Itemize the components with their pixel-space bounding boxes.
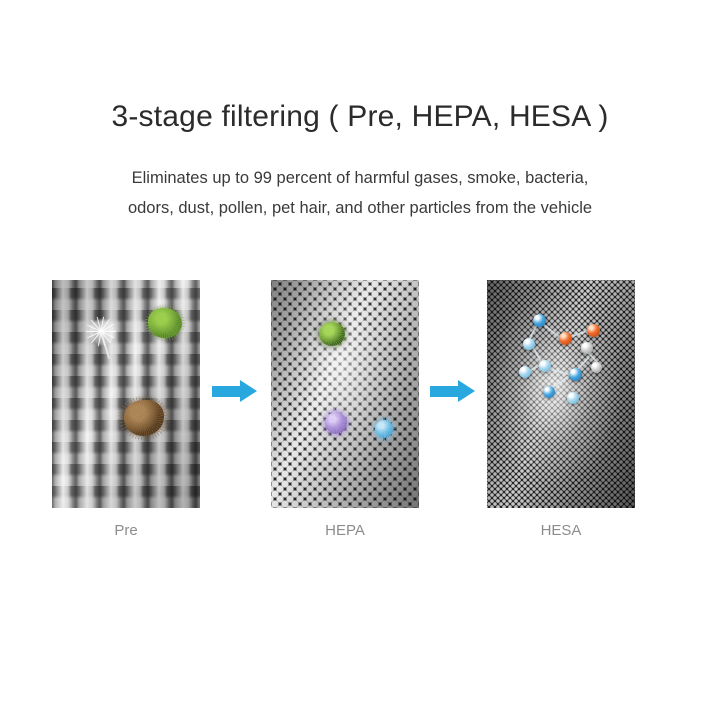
filter-stage-row: [0, 280, 720, 550]
molecule-blue: [543, 386, 555, 398]
hepa-filter-image: [271, 280, 419, 508]
stage-label-hepa: HEPA: [325, 522, 365, 539]
molecule-grey: [591, 362, 602, 373]
arrow-pre-to-hepa-icon: [212, 380, 258, 402]
hepa-lighting-overlay: [271, 280, 419, 508]
arrow-hepa-to-hesa-icon: [430, 380, 476, 402]
dandelion-seed-icon: [80, 318, 124, 362]
molecule-grey: [581, 342, 593, 354]
filter-stage-pre: [52, 280, 200, 539]
pollen-particle-icon: [148, 308, 182, 338]
molecule-orange: [587, 324, 600, 337]
hepa-pollen-particle-icon: [319, 322, 345, 346]
hesa-filter-image: [487, 280, 635, 508]
page-title: 3-stage filtering ( Pre, HEPA, HESA ): [111, 100, 609, 134]
molecule-light-blue: [519, 366, 531, 378]
hesa-lighting-overlay: [487, 280, 635, 508]
molecule-light-blue: [523, 338, 535, 350]
hepa-dust-particle-icon: [375, 420, 393, 438]
filter-stage-hesa: [487, 280, 635, 539]
filter-stage-hepa: [271, 280, 419, 539]
stage-label-pre: Pre: [114, 522, 138, 539]
molecule-blue: [533, 314, 546, 327]
hepa-bacteria-particle-icon: [325, 412, 347, 434]
molecule-blue: [569, 368, 582, 381]
molecule-orange: [559, 332, 572, 345]
subtitle-line-2: odors, dust, pollen, pet hair, and other particles from the vehicle: [127, 199, 593, 217]
stage-label-hesa: HESA: [540, 522, 582, 539]
subtitle-line-1: Eliminates up to 99 percent of harmful gases, smoke, bacteria,: [131, 169, 589, 187]
pre-filter-image: [52, 280, 200, 508]
pet-hair-particle-icon: [124, 400, 164, 436]
molecule-light-blue: [567, 392, 579, 404]
molecule-light-blue: [539, 360, 551, 372]
page-subtitle: [0, 163, 720, 223]
